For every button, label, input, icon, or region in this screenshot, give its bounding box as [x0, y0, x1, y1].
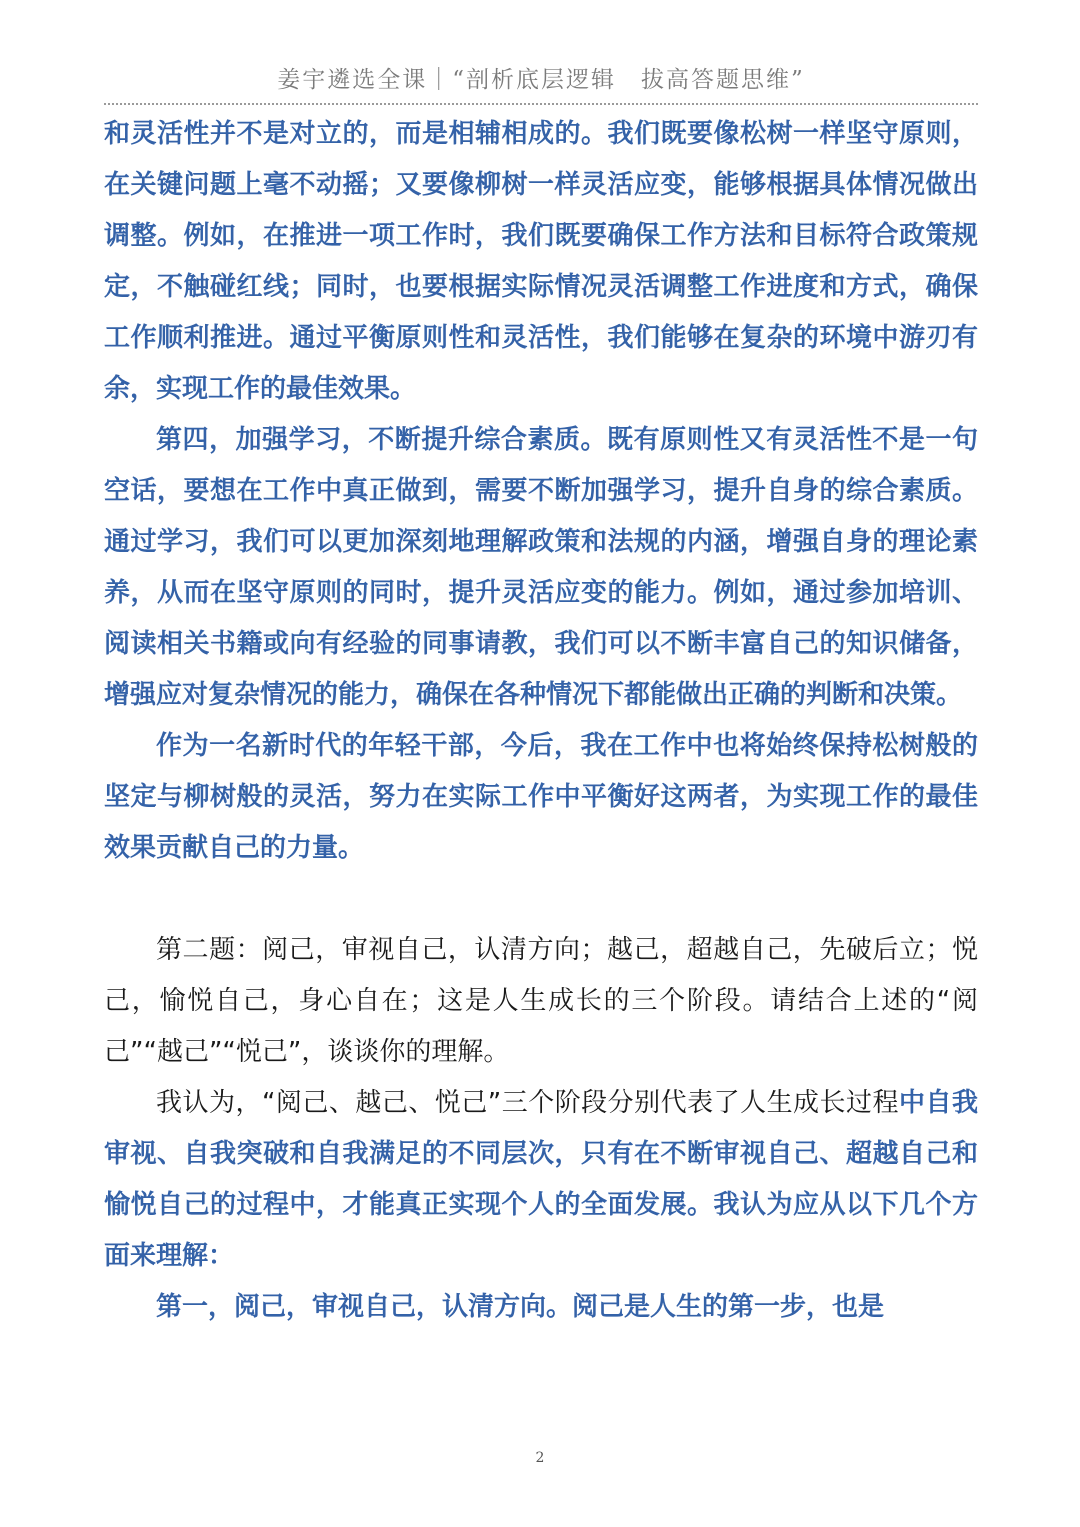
paragraph-point-four: 第四，加强学习，不断提升综合素质。既有原则性又有灵活性不是一句空话，要想在工作中真正做到，需要不断加强学习，提升自身的综合素质。通过学习，我们可以更加深刻地理解政策和法规的内涵，增强自身的理论素养，从而在坚守原则的同时，提升灵活应变的能力。例如，通过参加培训、阅读相关书籍或向有经验的同事请教，我们可以不断丰富自己的知识储备，增强应对复杂情况的能力，确保在各种情况下都能做出正确的判断和决策。	[104, 425, 978, 710]
page-number: 2	[535, 1450, 545, 1466]
answer-intro-rest: 中自我审视、自我突破和自我满足的不同层次，只有在不断审视自己、超越自己和愉悦自己的过程中，才能真正实现个人的全面发展。我认为应从以下几个方面来理解：	[104, 1088, 978, 1271]
document-body	[104, 109, 978, 1333]
page-header-title: 姜宇遴选全课｜“剖析底层逻辑 拔高答题思维”	[277, 67, 805, 93]
answer-intro-lead: 我认为，“阅己、越己、悦己”三个阶段分别代表了人生成长过程	[156, 1088, 900, 1118]
paragraph-point-one: 第一，阅己，审视自己，认清方向。阅己是人生的第一步，也是	[156, 1292, 885, 1322]
header-dotted-divider	[104, 103, 978, 105]
paragraph-gap	[104, 874, 978, 925]
paragraph-conclusion: 作为一名新时代的年轻干部，今后，我在工作中也将始终保持松树般的坚定与柳树般的灵活，努力在实际工作中平衡好这两者，为实现工作的最佳效果贡献自己的力量。	[104, 731, 978, 863]
answer-intro-paragraph	[104, 1078, 978, 1282]
question-two-prompt: 第二题：阅己，审视自己，认清方向；越己，超越自己，先破后立；悦己，愉悦自己，身心自在；这是人生成长的三个阶段。请结合上述的“阅己”“越己”“悦己”，谈谈你的理解。	[104, 935, 978, 1067]
paragraph-continuation: 和灵活性并不是对立的，而是相辅相成的。我们既要像松树一样坚守原则，在关键问题上毫不动摇；又要像柳树一样灵活应变，能够根据具体情况做出调整。例如，在推进一项工作时，我们既要确保工作方法和目标符合政策规定，不触碰红线；同时，也要根据实际情况灵活调整工作进度和方式，确保工作顺利推进。通过平衡原则性和灵活性，我们能够在复杂的环境中游刃有余，实现工作的最佳效果。	[104, 119, 978, 404]
